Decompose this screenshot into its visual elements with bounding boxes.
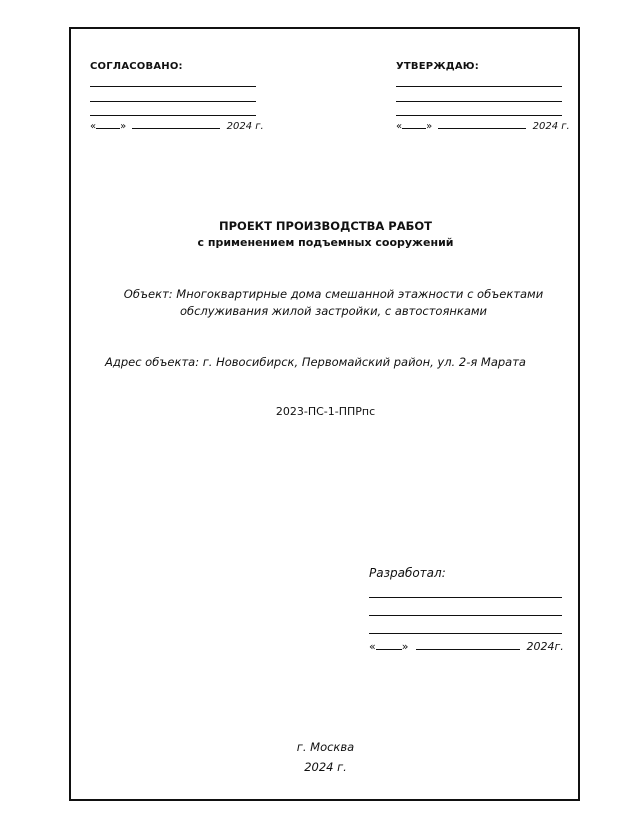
footer-year: 2024 г. — [304, 760, 347, 774]
agreed-signature-line-1 — [90, 86, 256, 87]
object-line-2: обслуживания жилой застройки, с автостоянками — [179, 304, 488, 318]
developer-label: Разработал: — [369, 566, 446, 580]
developer-signature-line-1 — [369, 597, 562, 598]
agreed-date-close-quote: » — [120, 121, 127, 132]
developer-date-open-quote: « — [369, 640, 376, 653]
developer-signature-line-2 — [369, 615, 562, 616]
approve-date-open-quote: « — [396, 121, 403, 132]
developer-date-year: 2024г. — [526, 640, 564, 653]
object-line-1: Объект: Многоквартирные дома смешанной этажности с объектами — [123, 287, 544, 301]
developer-signature-line-3 — [369, 633, 562, 634]
approve-signature-line-2 — [396, 101, 562, 102]
approve-date-year: 2024 г. — [532, 121, 570, 132]
agreed-date-open-quote: « — [90, 121, 97, 132]
approve-signature-line-1 — [396, 86, 562, 87]
approve-signature-line-3 — [396, 115, 562, 116]
agreed-date-year: 2024 г. — [226, 121, 264, 132]
approve-heading: УТВЕРЖДАЮ: — [396, 61, 479, 72]
agreed-date — [90, 119, 264, 132]
agreed-heading: СОГЛАСОВАНО: — [90, 61, 183, 72]
agreed-signature-line-3 — [90, 115, 256, 116]
object-address: Адрес объекта: г. Новосибирск, Первомайский район, ул. 2-я Марата — [105, 355, 526, 369]
developer-date-close-quote: » — [401, 640, 409, 653]
developer-date-day-blank — [376, 640, 402, 650]
document-code: 2023-ПС-1-ППРпс — [275, 405, 376, 418]
developer-date — [369, 640, 564, 653]
approve-date-month-blank — [438, 119, 526, 129]
agreed-date-month-blank — [132, 119, 220, 129]
document-title: ПРОЕКТ ПРОИЗВОДСТВА РАБОТ — [218, 219, 432, 233]
approve-date-day-blank — [402, 119, 426, 129]
document-subtitle: с применением подъемных сооружений — [197, 236, 454, 249]
approve-date — [396, 119, 570, 132]
footer-city: г. Москва — [296, 740, 355, 754]
agreed-date-day-blank — [96, 119, 120, 129]
agreed-signature-line-2 — [90, 101, 256, 102]
developer-date-month-blank — [416, 640, 520, 650]
approve-date-close-quote: » — [426, 121, 433, 132]
